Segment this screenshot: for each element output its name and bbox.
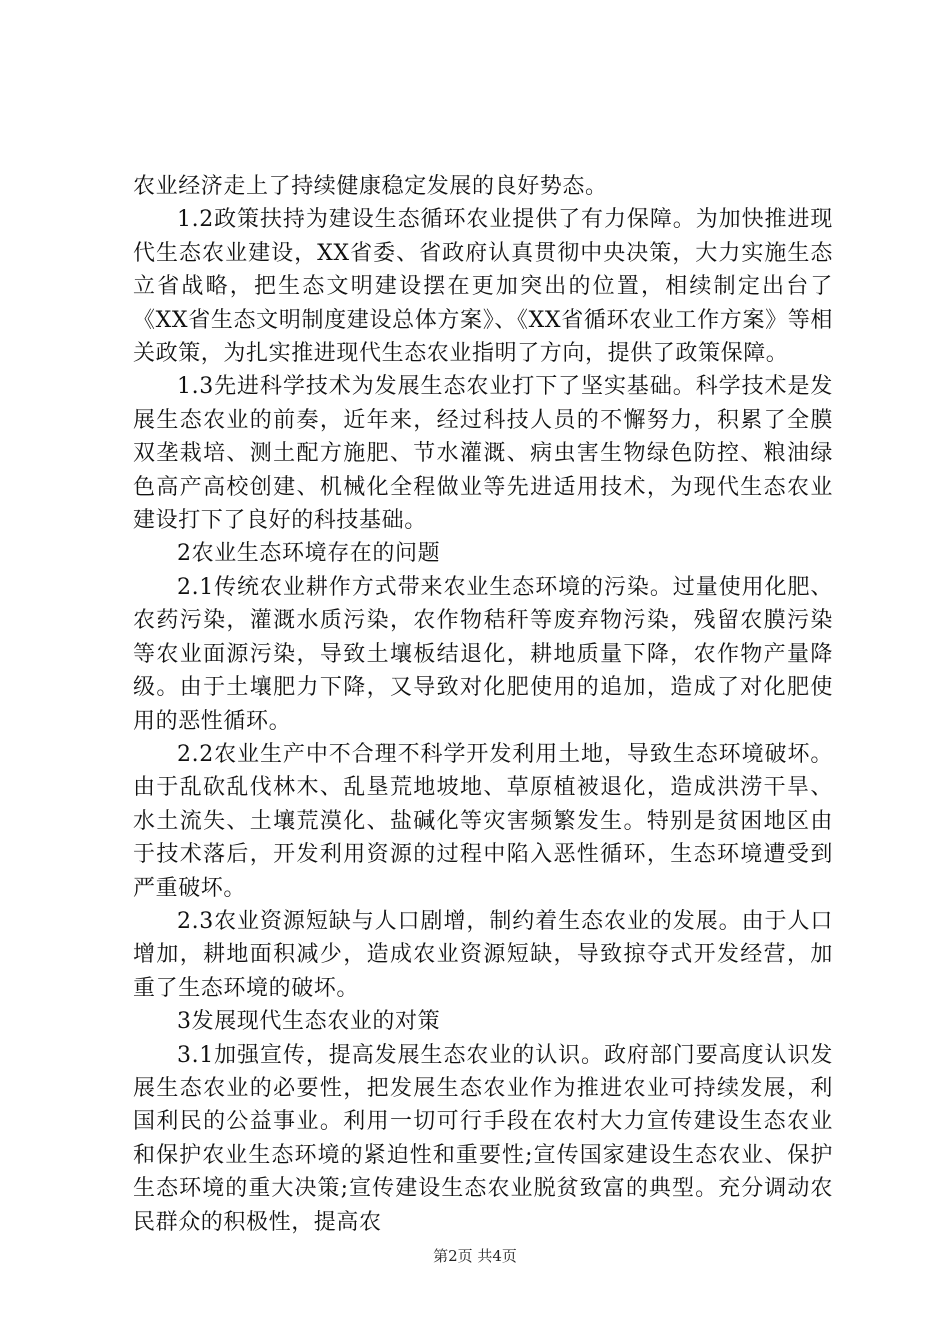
paragraph-1-3: 1.3先进科学技术为发展生态农业打下了坚实基础。科学技术是发展生态农业的前奏，近年来，经过科技人员的不懈努力，积累了全膜双垄栽培、测土配方施肥、节水灌溉、病虫害生物绿色防控、粮油绿色高产高校创建、机械化全程做业等先进适用技术，为现代生态农业建设打下了良好的科技基础。 [133,374,833,534]
paragraph-2-3: 2.3农业资源短缺与人口剧增，制约着生态农业的发展。由于人口增加，耕地面积减少，造成农业资源短缺，导致掠夺式开发经营，加重了生态环境的破坏。 [133,908,833,1001]
paragraph-continuation: 农业经济走上了持续健康稳定发展的良好势态。 [133,174,608,199]
paragraph-3-1: 3.1加强宣传，提高发展生态农业的认识。政府部门要高度认识发展生态农业的必要性，把发展生态农业作为推进农业可持续发展，利国利民的公益事业。利用一切可行手段在农村大力宣传建设生态农业和保护农业生态环境的紧迫性和重要性;宣传国家建设生态农业、保护生态环境的重大决策;宣传建设生态农业脱贫致富的典型。充分调动农民群众的积极性，提高农 [133,1042,833,1235]
document-body [133,170,833,1239]
paragraph-1-2: 1.2政策扶持为建设生态循环农业提供了有力保障。为加快推进现代生态农业建设，XX省委、省政府认真贯彻中央决策，大力实施生态立省战略，把生态文明建设摆在更加突出的位置，相续制定出台了《XX省生态文明制度建设总体方案》、《XX省循环农业工作方案》等相关政策，为扎实推进现代生态农业指明了方向，提供了政策保障。 [133,207,833,367]
section-heading-2: 2农业生态环境存在的问题 [177,541,441,567]
page-footer: 第2页 共4页 [433,1247,517,1265]
section-heading-3: 3发展现代生态农业的对策 [177,1009,441,1035]
paragraph-2-2: 2.2农业生产中不合理不科学开发利用土地，导致生态环境破坏。由于乱砍乱伐林木、乱垦荒地坡地、草原植被退化，造成洪涝干旱、水土流失、土壤荒漠化、盐碱化等灾害频繁发生。特别是贫困地区由于技术落后，开发利用资源的过程中陷入恶性循环，生态环境遭受到严重破坏。 [133,741,833,901]
paragraph-2-1: 2.1传统农业耕作方式带来农业生态环境的污染。过量使用化肥、农药污染，灌溉水质污染，农作物秸秆等废弃物污染，残留农膜污染等农业面源污染，导致土壤板结退化，耕地质量下降，农作物产量降级。由于土壤肥力下降，又导致对化肥使用的追加，造成了对化肥使用的恶性循环。 [133,574,833,734]
